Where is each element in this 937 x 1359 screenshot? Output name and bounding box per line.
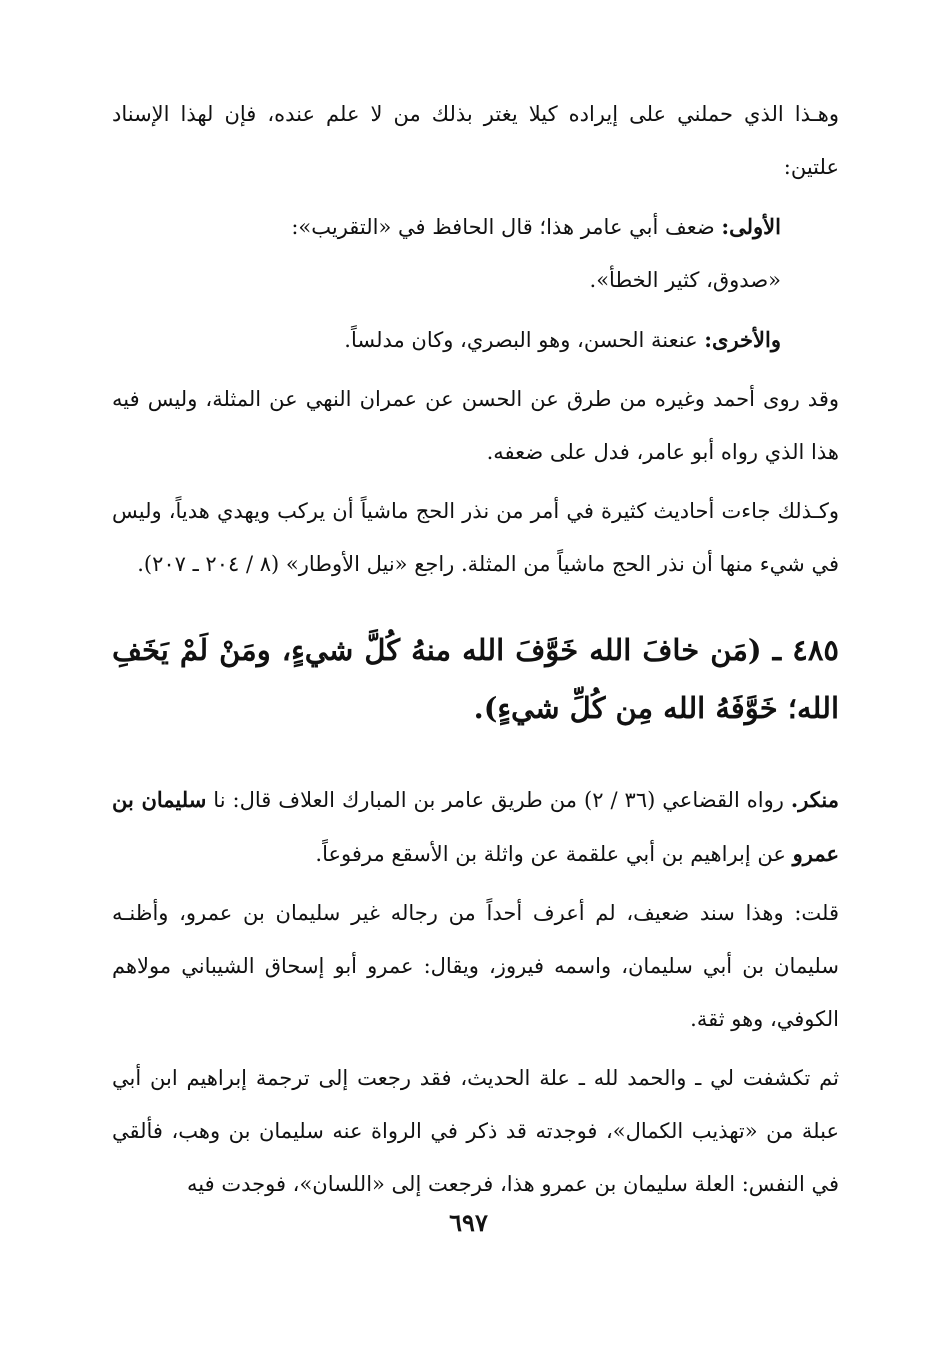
second-reason-text: عنعنة الحسن، وهو البصري، وكان مدلساً.: [344, 328, 705, 352]
paragraph-discovery: [112, 1052, 839, 1211]
verdict-label: منكر.: [790, 787, 839, 812]
paragraph-hadiths-text: وكـذلك جاءت أحاديث كثيرة في أمر من نذر الحج ماشياً أن يركب ويهدي هدياً، وليس في شيء منها أن نذر الحج ماشياً من المثلة. راجع «نيل الأوطار» (٨ / ٢٠٤ ـ ٢٠٧).: [112, 499, 839, 576]
first-reason-quote: [112, 254, 839, 307]
page-body: [112, 88, 839, 1217]
paragraph-hadiths: [112, 485, 839, 591]
verdict-narrator: سليمان بن عمرو: [112, 787, 839, 866]
first-reason-label: الأولى:: [721, 214, 781, 239]
first-reason: [112, 200, 839, 254]
hadith-heading: [112, 621, 839, 737]
paragraph-ahmad: [112, 373, 839, 479]
paragraph-verdict: [112, 773, 839, 881]
paragraph-comment: [112, 887, 839, 1046]
first-reason-quote-text: «صدوق، كثير الخطأ».: [589, 268, 781, 292]
hadith-heading-text: ٤٨٥ ـ (مَن خافَ الله خَوَّفَ الله منهُ كُلَّ شيءٍ، ومَنْ لَمْ يَخَفِ الله؛ خَوَّفَهُ الله مِن كُلِّ شيءٍ).: [112, 633, 839, 725]
verdict-rest: عن إبراهيم بن أبي علقمة عن واثلة بن الأسقع مرفوعاً.: [315, 842, 793, 866]
verdict-text: رواه القضاعي (٣٦ / ٢) من طريق عامر بن المبارك العلاف قال: نا: [206, 788, 791, 812]
paragraph-comment-text: قلت: وهذا سند ضعيف، لم أعرف أحداً من رجاله غير سليمان بن عمرو، وأظنـه سليمان بن أبي سليمان، واسمه فيروز، ويقال: عمرو أبو إسحاق الشيباني مولاهم الكوفي، وهو ثقة.: [112, 901, 839, 1031]
second-reason-label: والأخرى:: [704, 327, 781, 352]
paragraph-ahmad-text: وقد روى أحمد وغيره من طرق عن الحسن عن عمران النهي عن المثلة، وليس فيه هذا الذي رواه أبو عامر، فدل على ضعفه.: [112, 387, 839, 464]
first-reason-text: ضعف أبي عامر هذا؛ قال الحافظ في «التقريب»:: [291, 215, 722, 239]
page-number: ٦٩٧: [449, 1208, 488, 1237]
paragraph-intro-text: وهـذا الذي حملني على إيراده كيلا يغتر بذلك من لا علم عنده، فإن لهذا الإسناد علتين:: [112, 102, 839, 179]
paragraph-discovery-text: ثم تكشفت لي ـ والحمد لله ـ علة الحديث، فقد رجعت إلى ترجمة إبراهيم ابن أبي عبلة من «تهذيب الكمال»، فوجدته قد ذكر في الرواة عنه سليمان بن وهب، فألقي في النفس: العلة سليمان بن عمرو هذا، فرجعت إلى «اللسان»، فوجدت فيه: [112, 1066, 839, 1196]
paragraph-intro: [112, 88, 839, 194]
second-reason: [112, 313, 839, 367]
